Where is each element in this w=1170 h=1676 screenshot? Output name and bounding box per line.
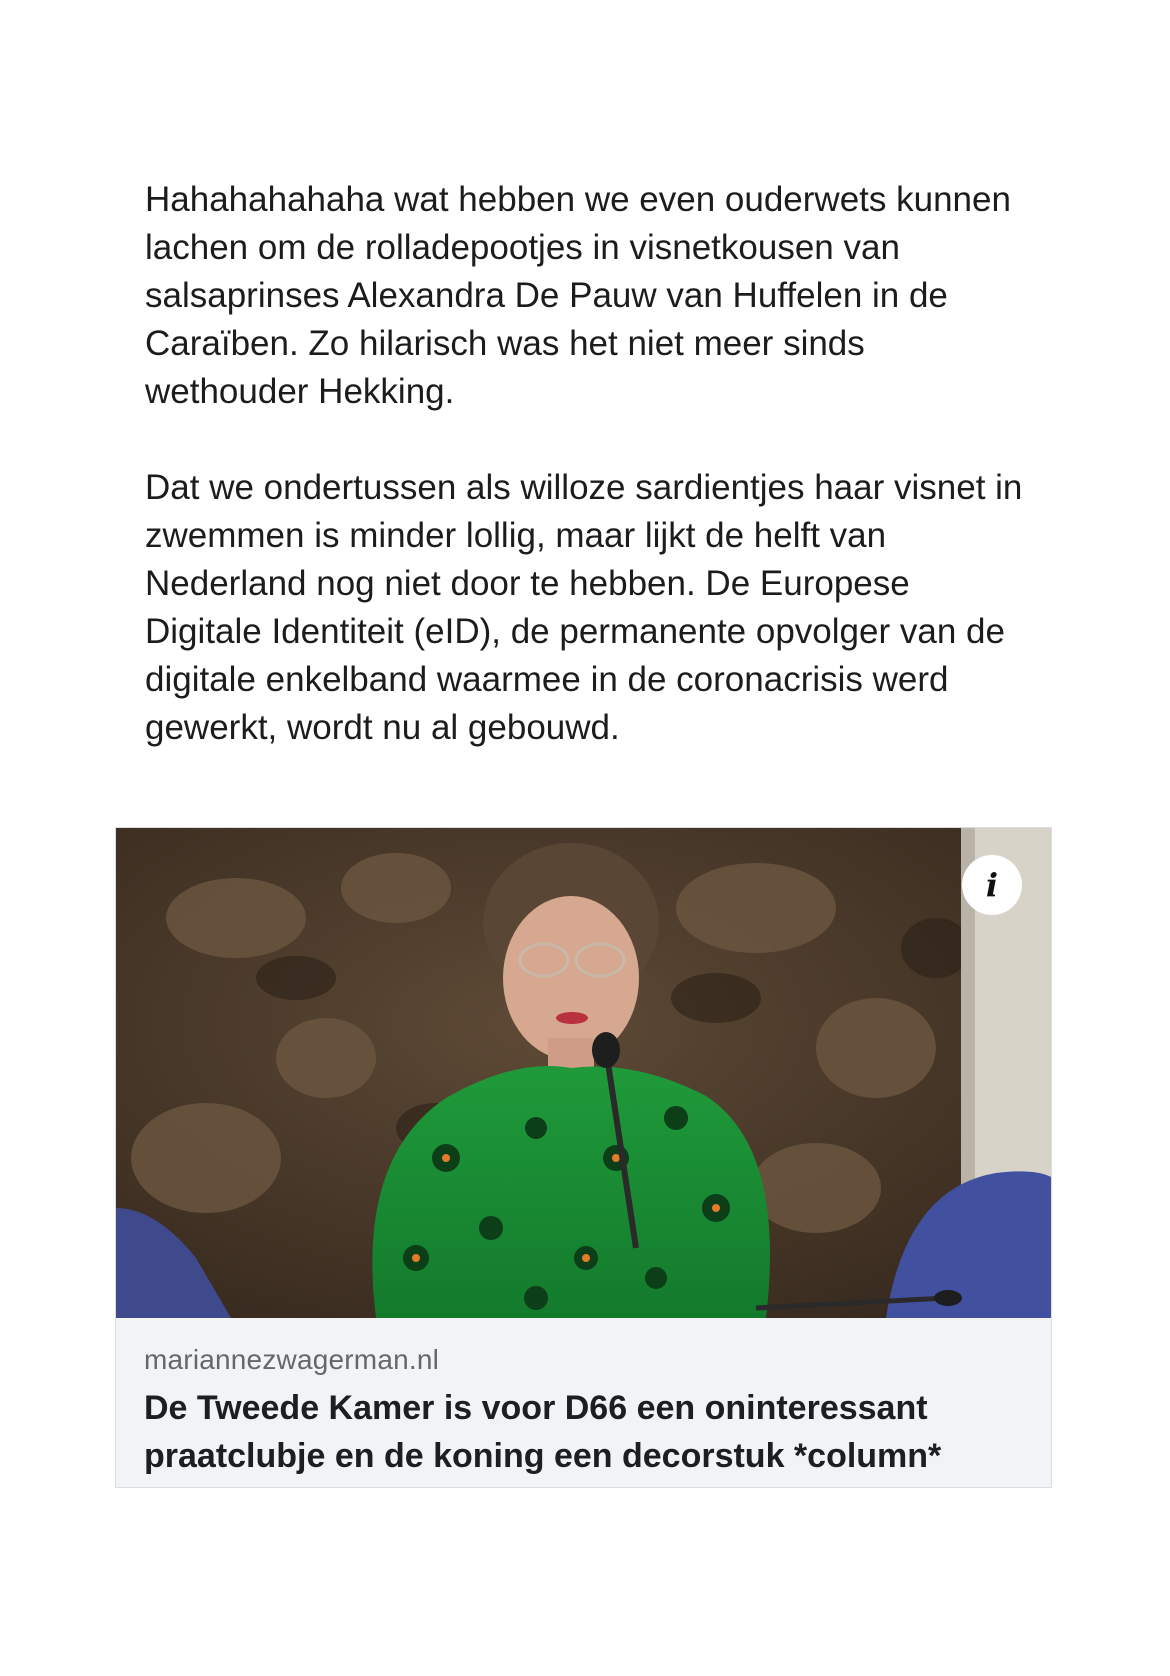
link-preview-meta[interactable] [116, 1318, 1051, 1480]
link-preview-image[interactable] [116, 828, 1051, 1318]
info-button[interactable] [962, 855, 1022, 915]
link-preview-card[interactable] [115, 827, 1052, 1488]
info-icon: i [985, 866, 999, 904]
post-paragraph-1: Hahahahahaha wat hebben we even ouderwets kunnen lachen om de rolladepootjes in visnetkousen van salsaprinses Alexandra De Pauw van Huffelen in de Caraïben. Zo hilarisch was het niet meer sinds wethouder Hekking. [145, 180, 1011, 411]
preview-photo [116, 828, 1051, 1318]
post-body [145, 176, 1035, 800]
link-domain: mariannezwagerman.nl [144, 1344, 440, 1375]
link-title[interactable]: De Tweede Kamer is voor D66 een oninteressant praatclubje en de koning een decorstuk *column* [144, 1389, 942, 1475]
post-paragraph-2: Dat we ondertussen als willoze sardientjes haar visnet in zwemmen is minder lollig, maar lijkt de helft van Nederland nog niet door te hebben. De Europese Digitale Identiteit (eID), de permanente opvolger van de digitale enkelband waarmee in de coronacrisis werd gewerkt, wordt nu al gebouwd. [145, 468, 1023, 747]
